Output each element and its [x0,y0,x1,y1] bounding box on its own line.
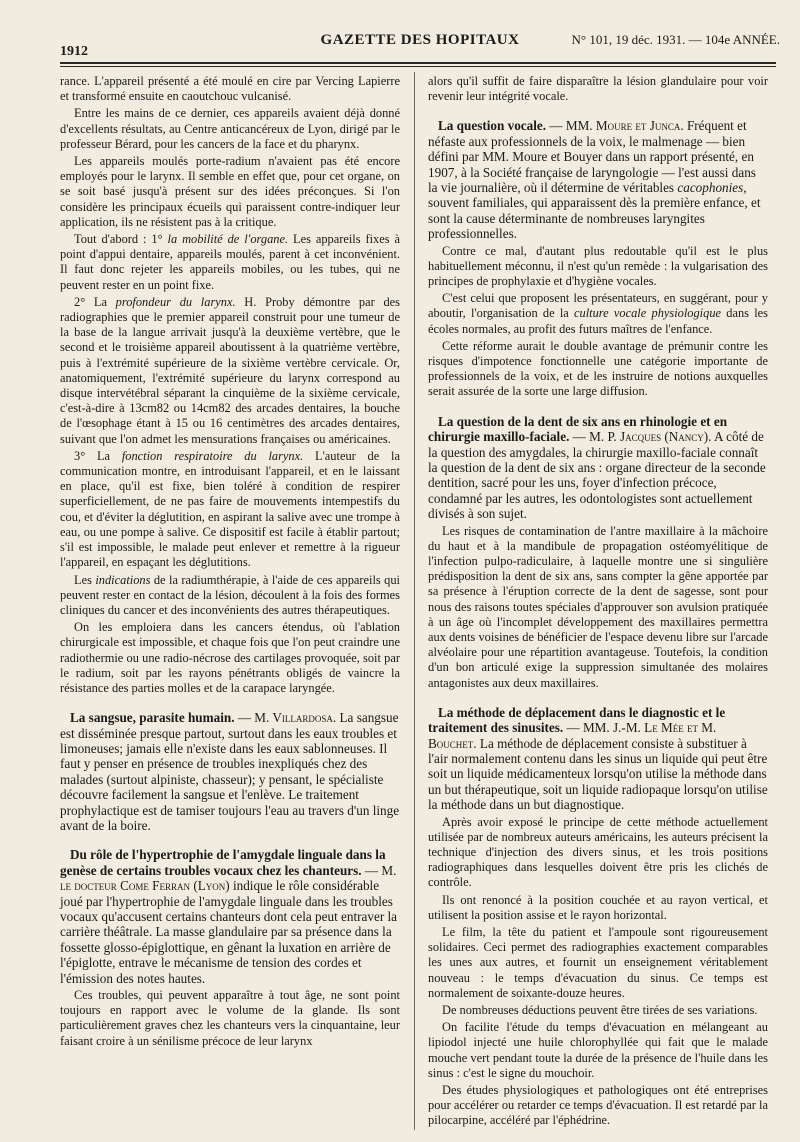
text-run: de la radiumthérapie, à l'aide de ces appareils qui peuvent rester en contact de la lésion, découlent à la fois des formes cliniques du cancer et des inconvénients des autres thérapeutiques. [60,572,400,617]
paragraph: Les risques de contamination de l'antre maxillaire à la mâchoire du haut et à la mandibule de propagation ostéomyélitique de l'infection pulpo-radiculaire, à laquelle montre une si singulière prédisposition la dent de six ans, sans compter la gêne apportée par sa présence à l'éruption correcte de la dent de sagesse, sont pour nous des raisons toutes spéciales d'approuver son avulsion pratiquée à un âge où l'incomplet développement des maxillaires permettra aux dents voisines de bénéficier de l'espace devenu libre sur l'arcade alvéolaire pour une répartition avantageuse. Toutefois, la condition d'un bon articulé exige la suppression simultanée des molaires antagonistes aux deux maxillaires. [428,523,768,690]
section-text: La sangsue est disséminée presque partout, surtout dans les eaux troubles et limoneuses; jamais elle n'existe dans les eaux sablonneuses. Il faut y penser en présence de troubles inexpliqués chez des malades (surtout alpiniste, chasseur); y pensant, le spécialiste découvre facilement la sangsue et l'enlève. Le traitement prophylactique est de tamiser toujours l'eau au travers d'un linge avant de la boire. [60,710,400,833]
paragraph [428,291,768,337]
paragraph: alors qu'il suffit de faire disparaître la lésion glandulaire pour voir revenir leur intégrité vocale. [428,74,768,104]
paragraph [60,295,400,447]
right-column [428,74,768,1131]
paragraph: Ils ont renoncé à la position couchée et au rayon vertical, et utilisent la position assise et le rayon horizontal. [428,892,768,922]
text-run: C'est celui que proposent les présentateurs, en suggérant, pour y aboutir, l'organisation de la [428,291,768,321]
paragraph [60,573,400,619]
section-title: La question vocale. [438,118,547,134]
section-title: La sangsue, parasite humain. [70,710,235,726]
paragraph: Le film, la tête du patient et l'ampoule sont rigoureusement solidaires. Ceci permet des radiographies exactement comparables les unes aux autres, et fournit un enseignement véritablement nouveau : le temps d'évacuation du sinus. Ce temps est normalement de soixante-douze heures. [428,925,768,1000]
paragraph: Contre ce mal, d'autant plus redoutable qu'il est le plus habituellement méconnu, il n'est qu'un remède : la vulgarisation des principes de prophylaxie et d'hygiène vocales. [428,243,768,289]
section-heading [428,118,768,241]
section-text: Fréquent et néfaste aux professionnels de la voix, le malmenage — bien défini par MM. Moure et Bouyer dans un rapport présenté, en 1907, à la Société française de laryngologie — l'est aussi dans la vie journalière, où il détermine de véritables [428,118,756,196]
paragraph: Cette réforme aurait le double avantage de prémunir contre les risques d'impotence fonctionnelle une catégorie importante de professionnels de la voix, et de les instruire de notions auxquelles serait assurée de la sorte une large diffusion. [428,338,768,399]
section-text: indique le rôle considérable joué par l'hypertrophie de l'amygdale linguale dans les troubles vocaux qu'accusent certains chanteurs dont cela peut entraver la carrière théâtrale. La masse glandulaire par sa présence dans la fossette glosso-épiglottique, en gênant la luxation en arrière de l'épiglotte, entrave le mécanisme de tension des cordes et l'émission des notes hautes. [60,878,398,986]
italic-term: profondeur du larynx. [115,294,236,309]
section-author: — M. P. Jacques (Nancy). [569,429,712,445]
paragraph: De nombreuses déductions peuvent être tirées de ses variations. [442,1003,758,1018]
section-heading [60,710,400,833]
header-rule [60,62,776,64]
paragraph: Les appareils moulés porte-radium n'avaient pas été encore employés pour le larynx. Il semble en effet que, pour cet organe, on se soit basé jusqu'à présent sur des idées préconçues. Si l'on considère les principaux écueils qui paraissent contre-indiquer leur application, ils ne résistent pas à la critique. [60,154,400,229]
text-run: dans les écoles normales, au profit des futurs maîtres de l'enfance. [428,306,768,336]
paragraph [60,232,400,293]
paragraph: Après avoir exposé le principe de cette méthode actuellement utilisée par de nombreux auteurs américains, les auteurs précisent la technique d'injection des divers sinus, et les trois positions radiographiques dans lesquelles doivent être pris les clichés de contrôle. [428,814,768,890]
section-title: La question de la dent de six ans en rhinologie et en chirurgie maxillo-faciale. [428,413,728,445]
paragraph [60,449,400,571]
text-run: H. Proby démontre par des radiographies que le premier appareil construit pour une tumeur de la base de la langue arrivait jusqu'à la deuxième vertèbre, que le second et le troisième appareil aboutissent à la quatrième vertèbre, puis à l'extrémité supérieure de la sixième vertèbre cervicale. Or, anatomiquement, l'extrémité supérieure du larynx correspond au disque intervétébral séparant la cinquième de la sixième cervicale, c'est-à-dire à 13cm82 ou 14cm82 des arcades dentaires, la bouche de l'œsophage étant à 15 ou 16 centimètres des arcades dentaires, suivant que l'on admet les mensurations françaises ou américaines. [60,294,400,446]
section-heading [60,847,400,986]
section-author: — MM. J.-M. Le Mée et M. Bouchet. [428,720,717,751]
page-number: 1912 [60,44,88,59]
paragraph: Ces troubles, qui peuvent apparaître à tout âge, ne sont point toujours en rapport avec le volume de la glande. Ils sont particulièrement graves chez les chanteurs vers la cinquantaine, leur faisant croire à un sénilisme précoce de leur larynx [60,988,400,1048]
paragraph: On les emploiera dans les cancers étendus, où l'ablation chirurgicale est impossible, et chaque fois que l'on peut craindre une radiothermie ou une radio-nécrose des cartilages provoquée, soit par le radium, soit par les rayons pénétrants obligés de vaincre la résistance des parties molles et de la carapace laryngée. [60,620,400,695]
journal-title: GAZETTE DES HOPITAUX [320,32,520,48]
italic-term: cacophonies, [677,180,747,196]
section-heading [428,414,768,522]
column-divider [414,72,415,1130]
text-run: L'auteur de la communication montre, en introduisant l'appareil, et en le laissant en place, qu'il est fixe, bien toléré à condition de respirer superficiellement, de ne pas faire de mouvements intempestifs du cou, et d'éviter la déglutition, en aspirant la salive avec une trompe à eau, ou une pompe à salive. Ce dispositif est facile à établir partout; s'il est impossible, le malade peut enlever et remettre à la rigueur l'appareil, en espaçant les déglutitions. [60,448,400,570]
section-author: — MM. Moure et Junca. [546,118,684,134]
italic-term: fonction respiratoire du larynx. [121,448,304,463]
section-text: souvent familiales, qui apparaissent dès la première enfance, et sont la cause déterminante de nombreuses laryngites professionnelles. [428,195,761,242]
left-column [60,74,400,1051]
paragraph: rance. L'appareil présenté a été moulé en cire par Vercing Lapierre et transformé ensuite en caoutchouc vulcanisé. [60,74,400,104]
text-run: Les [74,572,96,587]
paragraph: On facilite l'étude du temps d'évacuation en mélangeant au lipiodol injecté une huile chlorophyllée qui fait que le malade mouche vert pendant toute la durée de la présence de l'huile dans les sinus : c'est le signe du mouchoir. [428,1020,768,1080]
italic-term: la mobilité de l'organe. [167,232,289,247]
paragraph: Entre les mains de ce dernier, ces appareils avaient déjà donné d'excellents résultats, au Centre anticancéreux de Lyon, dirigé par le professeur Bérard, pour les cancers de la face et du pharynx. [60,106,400,151]
italic-term: indications [95,572,151,587]
page-header [60,30,780,70]
paragraph: Des études physiologiques et pathologiques ont été entreprises pour accélérer ou retarder ce temps d'évacuation. Il est retardé par la pilocarpine, accéléré par l'éphédrine. [428,1083,768,1128]
text-run: Tout d'abord : 1° [74,232,168,247]
italic-term: culture vocale physiologique [574,306,722,321]
section-title: Du rôle de l'hypertrophie de l'amygdale linguale dans la genèse de certains troubles vocaux chez les chanteurs. [60,847,386,878]
section-author: — M. le docteur Come Ferran (Lyon) [60,862,397,894]
text-run: 2° La [74,294,116,309]
section-text: A côté de la question des amygdales, la chirurgie maxillo-faciale connaît la question de la dent de six ans : organe directeur de la seconde dentition, sacré pour les uns, foyer d'infection précoce, condamné par les autres, les odontologistes sont actuellement divisés à son sujet. [428,429,766,522]
section-author: — M. Villardosa. [234,710,337,726]
issue-info: N° 101, 19 déc. 1931. — 104e ANNÉE. [571,32,780,47]
text-run: 3° La [74,448,122,463]
section-text: La méthode de déplacement consiste à substituer à l'air normalement contenu dans les sinus un liquide qui peut être soit un liquide médicamenteux lorsqu'on utilise la méthode dans un but thérapeutique, soit un liquide radiopaque lorsqu'on utilise la méthode dans un but diagnostique. [428,735,768,813]
text-run: Les appareils fixes à point d'appui dentaire, appareils moulés, parent à cet inconvénient. Il faut donc rejeter les appareils mobiles, ou les tubes, qui ne peuvent rester en un point fixe. [60,232,400,292]
section-heading [428,705,768,813]
section-title: La méthode de déplacement dans le diagnostic et le traitement des sinusites. [428,704,726,736]
header-rule-thin [60,66,776,67]
